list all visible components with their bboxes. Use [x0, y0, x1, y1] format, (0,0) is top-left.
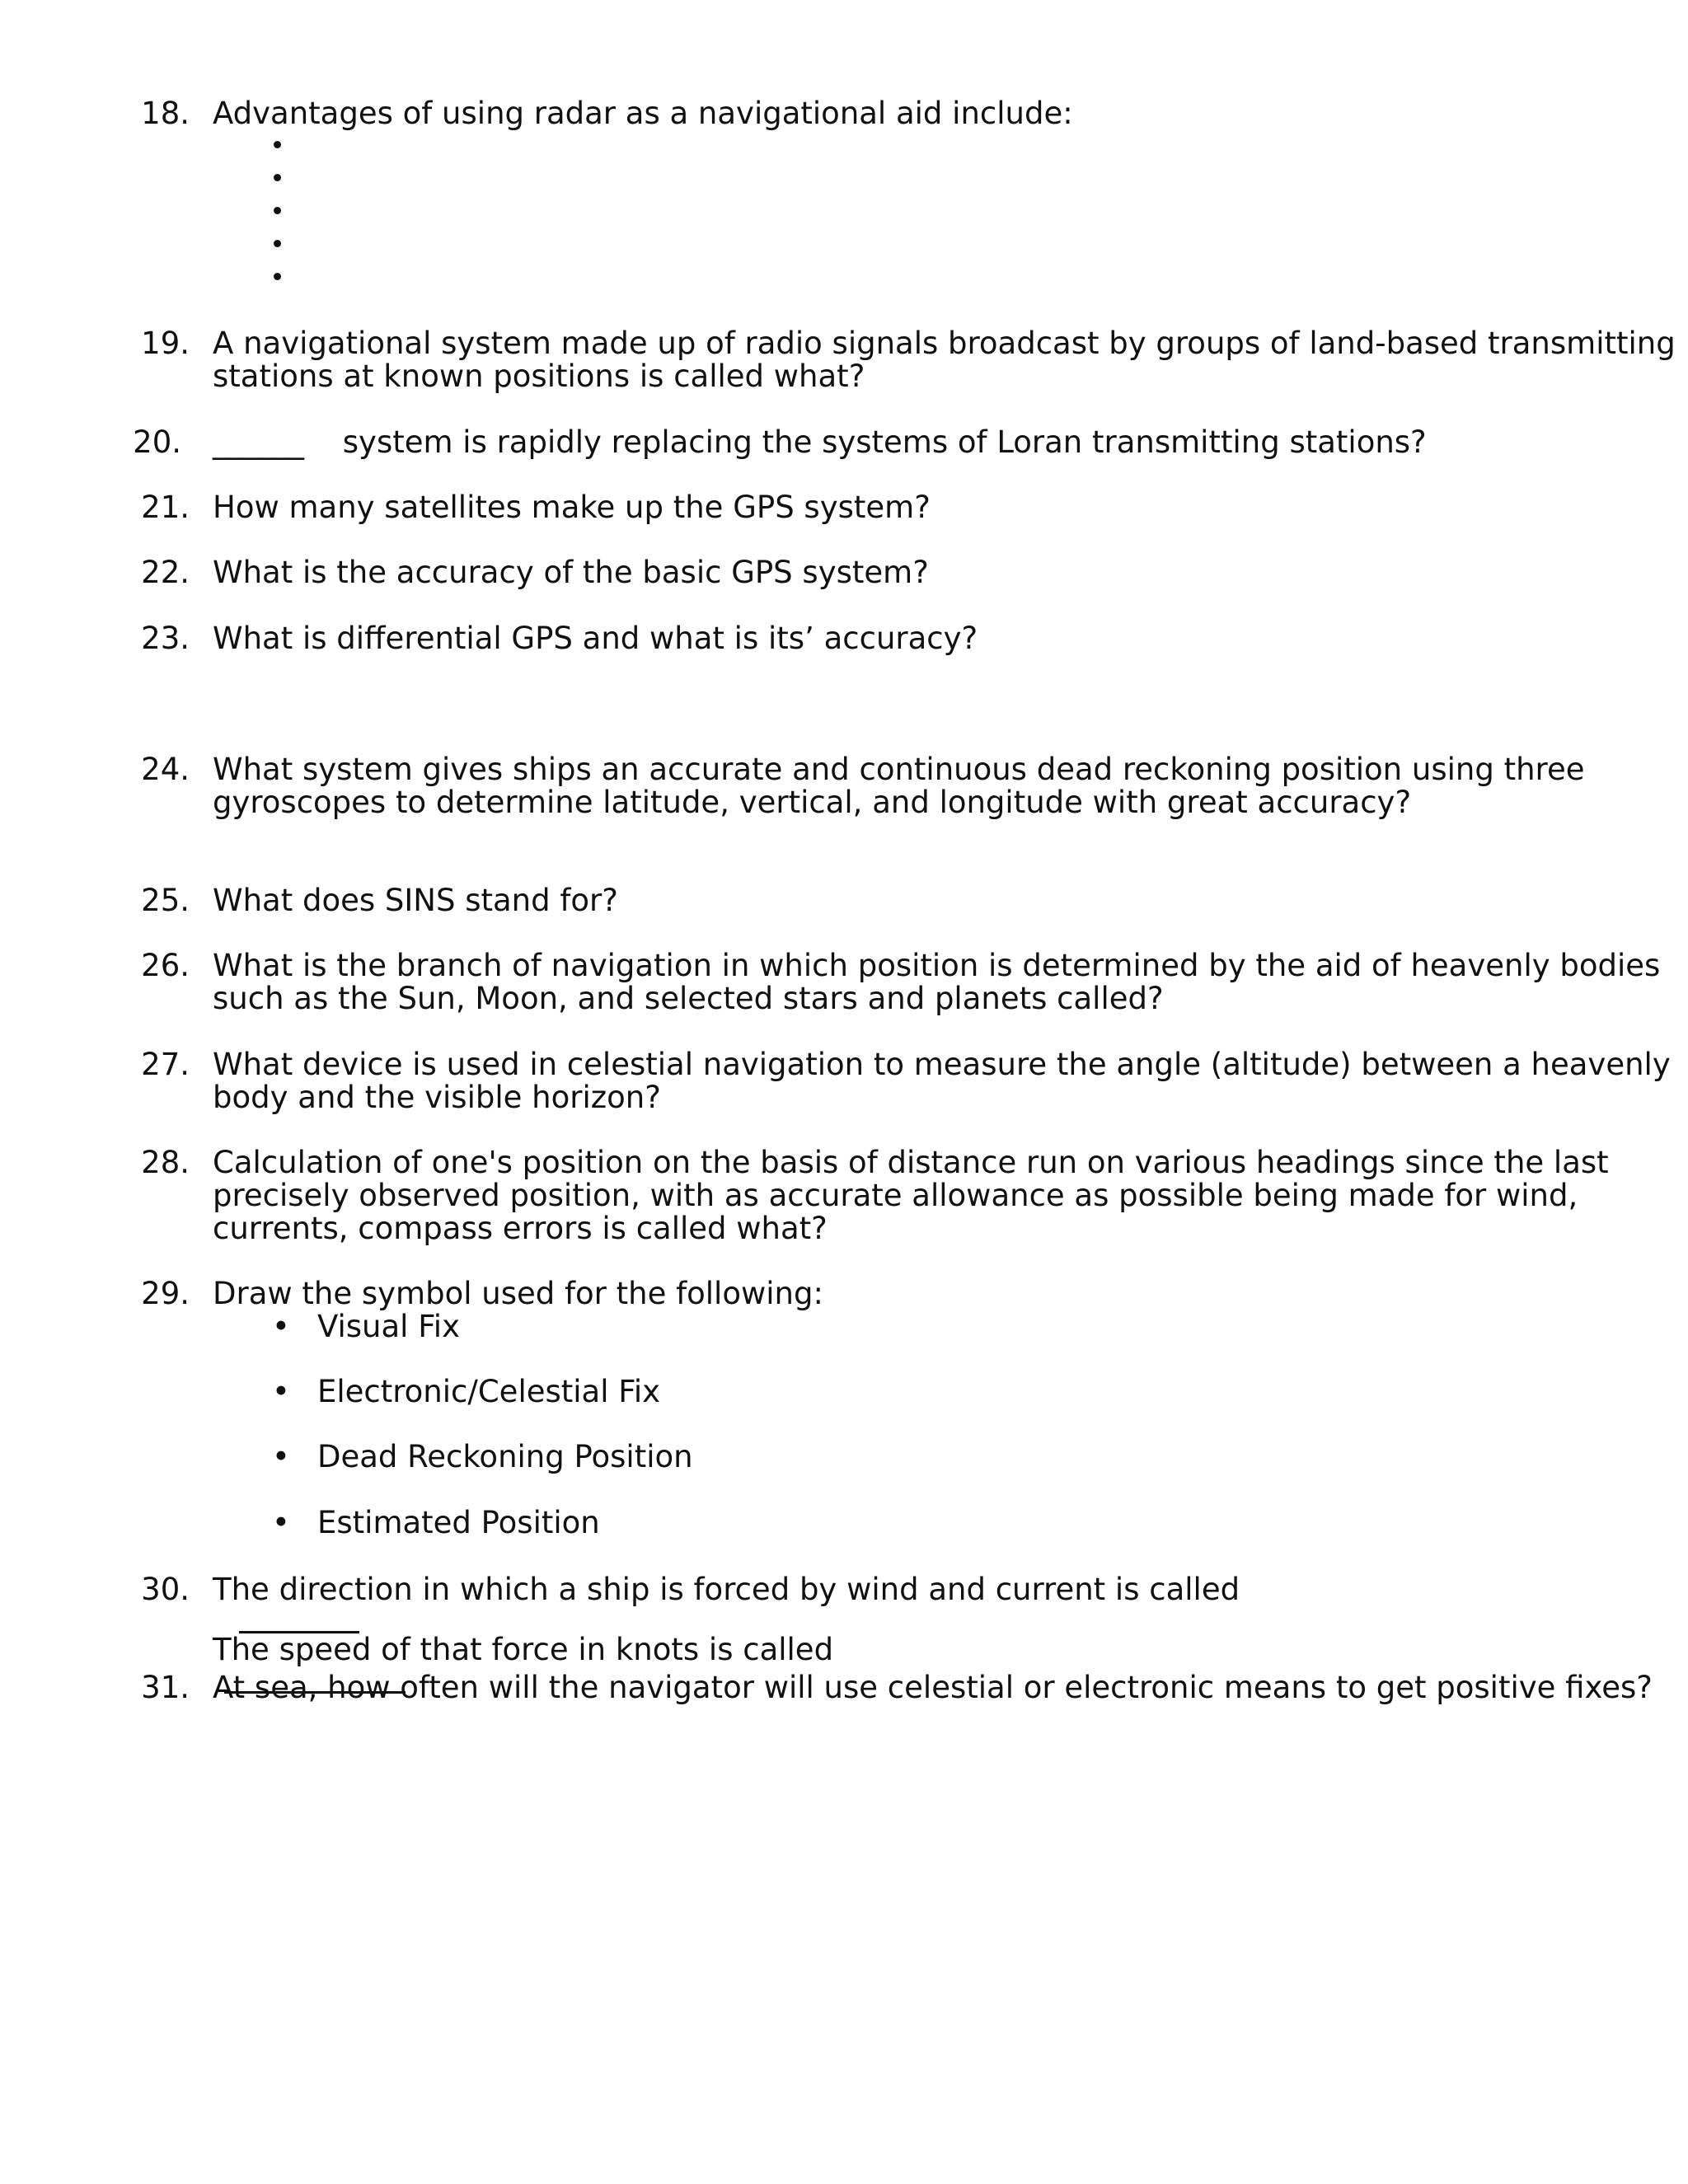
- question-number: 27.: [141, 1047, 190, 1082]
- question-text: Calculation of one's position on the basis of distance run on various headings since the last precisely observed position, with as accurate allowance as possible being made for wind, currents, compass errors is called what?: [213, 1145, 1609, 1246]
- question-number: 18.: [141, 96, 190, 131]
- question-number: 22.: [141, 555, 190, 590]
- question-text: What device is used in celestial navigation to measure the angle (altitude) between a heavenly body and the visible horizon?: [213, 1047, 1671, 1115]
- answer-blank: [239, 1606, 359, 1633]
- question-text: A navigational system made up of radio signals broadcast by groups of land-based transmitting stations at known positions is called what?: [213, 326, 1676, 394]
- question-number: 23.: [141, 621, 190, 656]
- question-text: ______ system is rapidly replacing the systems of Loran transmitting stations?: [213, 424, 1427, 460]
- question-text: At sea, how often will the navigator will use celestial or electronic means to get positive fixes?: [213, 1670, 1653, 1705]
- question-text: What is the branch of navigation in which position is determined by the aid of heavenly bodies such as the Sun, Moon, and selected stars and planets called?: [213, 948, 1661, 1016]
- worksheet-page: 18. Advantages of using radar as a navigational aid include: 19. A navigational system made up of radio signals broadcast by groups of land-based transmitting stations at known positions is called what? 20. ______ system is rapidly replacing the systems of Loran transmitting stations? 21. How many satellites make up the GPS system? 22. What is the accuracy of the basic GPS system? 23. What is differential GPS and what is its’ accuracy? 24. What system gives ships an accurate and continuous dead reckoning position using three gyroscopes to determine latitude, vertical, and longitude with great accuracy? 25. What does SINS stand for? 26. What is the branch of navigation in which position is determined by the aid of heavenly bodies such as the Sun, Moon, and selected stars and planets called? 27. What device is used in celestial navigation to measure the angle (altitude) between a heavenly body and the visible horizon? 28. Calculation of one's position on the basis of distance run on various headings since the last precisely observed position, with as accurate allowance as possible being made for wind, currents, compass errors is called what? 29. Draw the symbol used for the following: • Visual Fix • Electronic/Celestial Fix • Dead Reckoning Position • Estimated Position 30. The direction in which a ship is forced by wind and current is called The speed of that force in knots is called 31. At sea, how often will the navigator will use celestial or electronic means to get positive fixes?: [0, 0, 1688, 2184]
- bullet: •: [272, 1309, 290, 1344]
- question-text: What is the accuracy of the basic GPS system?: [213, 555, 929, 590]
- question-text: What does SINS stand for?: [213, 883, 618, 918]
- question-number: 24.: [141, 752, 190, 787]
- question-number: 28.: [141, 1145, 190, 1180]
- bullet-dot: [274, 207, 281, 214]
- question-text: Draw the symbol used for the following:: [213, 1276, 823, 1311]
- question-number: 26.: [141, 948, 190, 983]
- bullet: •: [272, 1374, 290, 1409]
- bullet: •: [272, 1439, 290, 1474]
- bullet-dot: [274, 141, 281, 148]
- question-number: 29.: [141, 1276, 190, 1311]
- question-text: How many satellites make up the GPS system?: [213, 490, 931, 525]
- question-number: 19.: [141, 326, 190, 361]
- bullet-dot: [274, 240, 281, 247]
- question-number: 31.: [141, 1670, 190, 1705]
- question-number: 21.: [141, 490, 190, 525]
- answer-blank: ______: [213, 424, 304, 460]
- bullet: •: [272, 1505, 290, 1540]
- bullet-dot: [274, 273, 281, 280]
- question-number: 30.: [141, 1572, 190, 1607]
- bullet-dot: [274, 174, 281, 181]
- question-number: 25.: [141, 883, 190, 918]
- question-number: 20.: [133, 424, 181, 460]
- question-text: Advantages of using radar as a navigational aid include:: [213, 96, 1073, 131]
- question-text: What system gives ships an accurate and continuous dead reckoning position using three gyroscopes to determine latitude, vertical, and longitude with great accuracy?: [213, 752, 1585, 820]
- question-text: The direction in which a ship is forced by wind and current is called The speed of that force in knots is called: [213, 1573, 1564, 1694]
- answer-bullet-list: [274, 141, 281, 306]
- question-text: What is differential GPS and what is its’ accuracy?: [213, 621, 978, 656]
